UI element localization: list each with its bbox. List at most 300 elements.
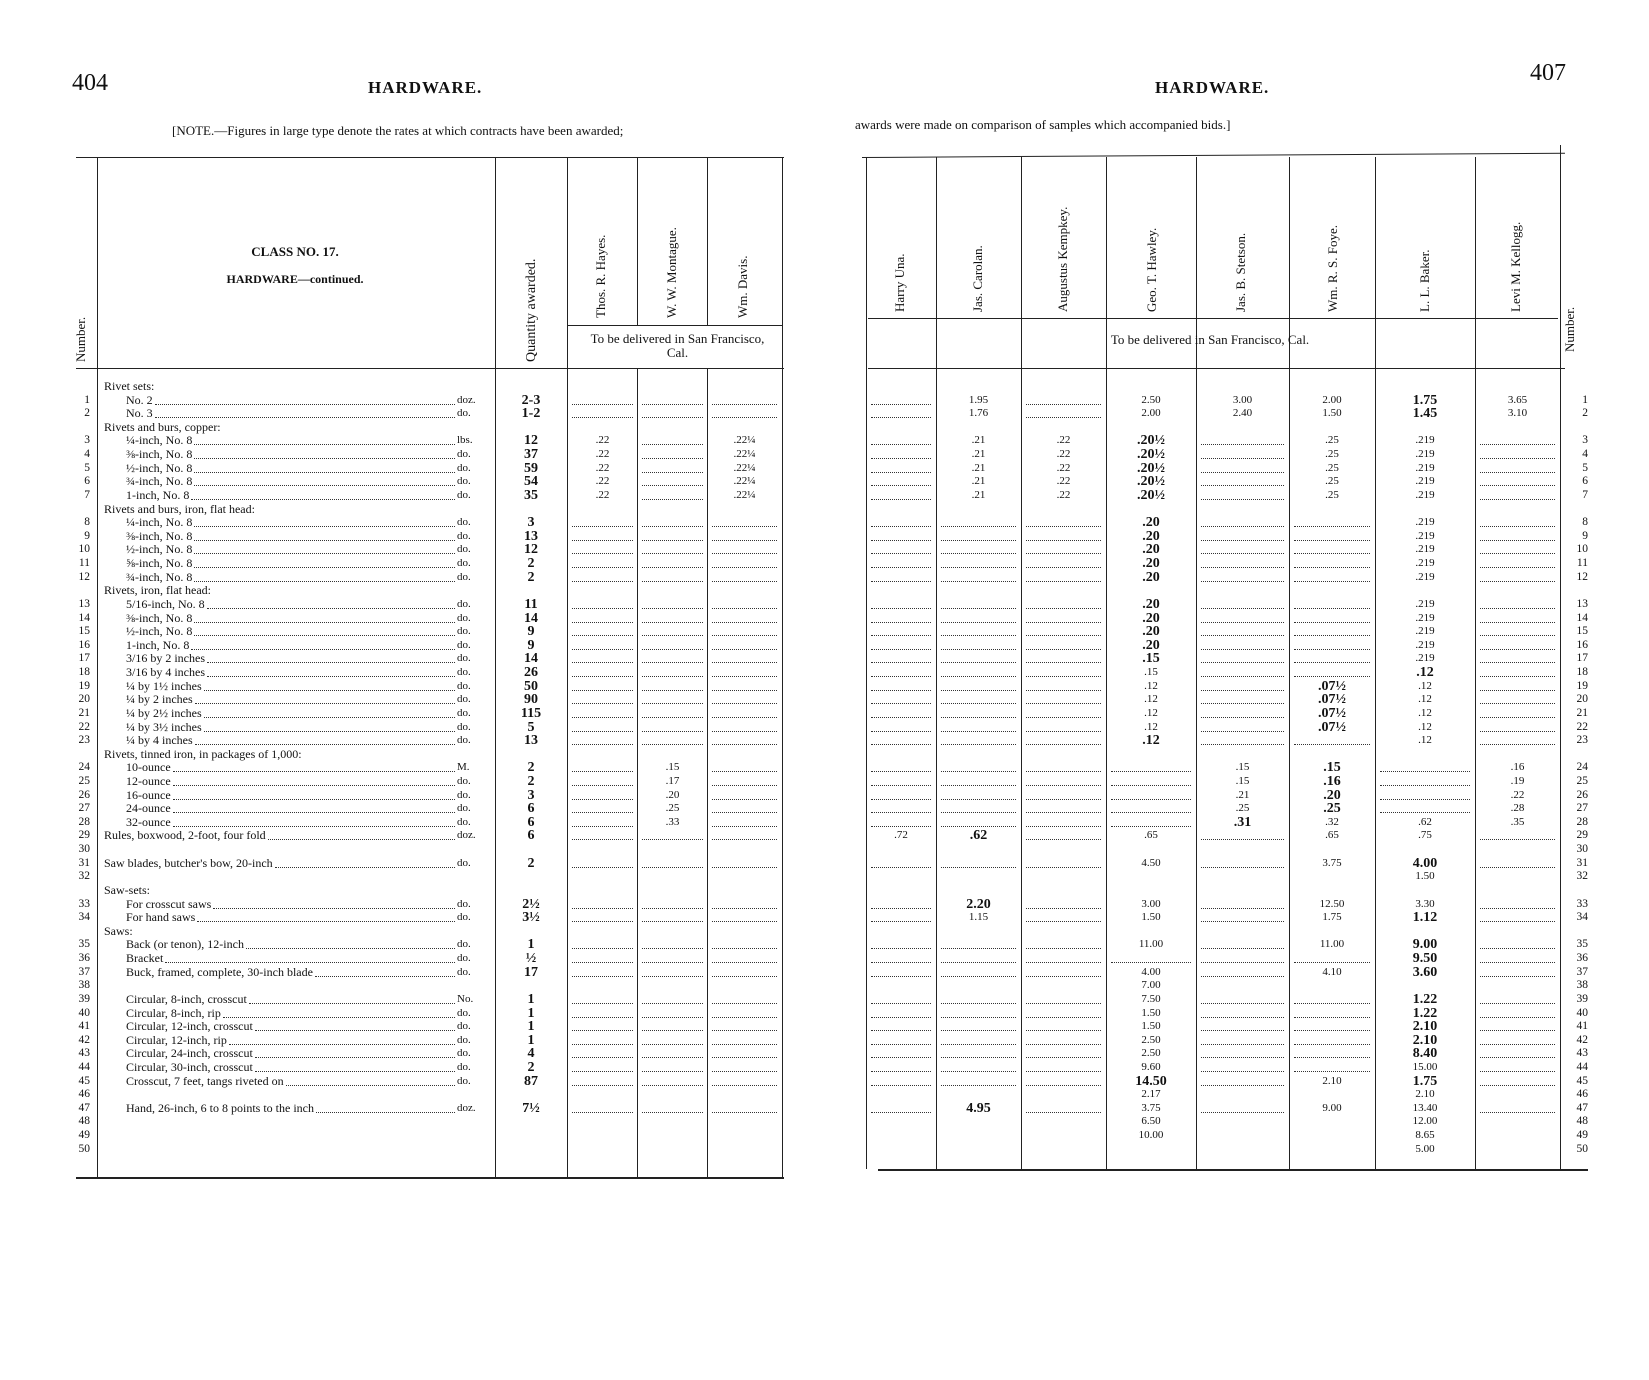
right-bid-cell: 14.50: [1135, 1073, 1167, 1089]
left-bid-cell: .22¼: [733, 475, 756, 488]
row-unit: do.: [457, 856, 471, 869]
right-bid-cell-blank: [941, 817, 1016, 827]
right-bid-cell-blank: [1026, 1076, 1101, 1086]
right-bid-cell: 1.50: [1141, 1020, 1161, 1033]
right-bid-cell-blank: [941, 667, 1016, 677]
right-note: awards were made on comparison of samples which accompanied bids.]: [855, 117, 1231, 132]
left-bid-cell: .22¼: [733, 461, 756, 474]
left-bid-cell-blank: [572, 544, 633, 554]
row-description: 12-ounce: [126, 773, 171, 788]
left-bid-cell-blank: [712, 613, 777, 623]
row-description: 3/16 by 4 inches: [126, 665, 205, 680]
row-number-left: 20: [78, 693, 90, 706]
left-bid-cell-blank: [572, 613, 633, 623]
right-bid-cell: .07½: [1318, 719, 1346, 735]
left-bid-cell-blank: [642, 653, 703, 663]
right-bid-cell-blank: [1480, 1048, 1555, 1058]
right-bid-cell-blank: [871, 1103, 931, 1113]
right-bid-cell: 7.50: [1141, 992, 1161, 1005]
row-number-right: 36: [1576, 952, 1588, 965]
right-bid-cell-blank: [1294, 994, 1370, 1004]
row-number-left: 24: [78, 761, 90, 774]
leader-dots: [204, 708, 455, 718]
right-bid-cell-blank: [871, 939, 931, 949]
right-bid-cell-blank: [941, 544, 1016, 554]
row-quantity: 14: [524, 610, 538, 626]
right-bid-cell: .12: [1144, 720, 1158, 733]
row-description: Circular, 8-inch, crosscut: [126, 991, 247, 1006]
right-bid-cell: 9.00: [1412, 937, 1438, 953]
right-bid-cell-blank: [1026, 939, 1101, 949]
row-number-right: 22: [1576, 720, 1588, 733]
left-bid-cell-blank: [712, 858, 777, 868]
left-bid-cell-blank: [712, 1103, 777, 1113]
leader-dots: [155, 395, 455, 405]
right-bid-cell-blank: [941, 722, 1016, 732]
right-bid-cell-blank: [1026, 817, 1101, 827]
right-bid-cell-blank: [941, 803, 1016, 813]
left-note: [NOTE.—Figures in large type denote the rates at which contracts have been awarded;: [172, 123, 624, 138]
row-number-right: [1562, 748, 1588, 762]
right-bid-cell-blank: [941, 517, 1016, 527]
row-number-left: 31: [78, 856, 90, 869]
right-bid-cell-blank: [871, 626, 931, 636]
leader-dots: [207, 667, 455, 677]
right-bid-cell: .21: [1235, 788, 1250, 801]
right-bid-cell-blank: [1026, 912, 1101, 922]
right-bid-cell-blank: [1111, 817, 1191, 827]
left-bid-cell: .22¼: [733, 448, 756, 461]
right-bid-cell-blank: [1026, 408, 1101, 418]
right-bid-cell: 2.50: [1141, 1033, 1161, 1046]
row-number-left: 43: [78, 1047, 90, 1060]
right-bid-cell-blank: [1294, 599, 1370, 609]
right-bid-cell: .15: [1142, 651, 1160, 667]
right-bid-cell: .219: [1415, 557, 1435, 570]
left-bid-cell-blank: [572, 939, 633, 949]
row-quantity: 5: [527, 719, 535, 735]
right-bid-cell-blank: [1480, 613, 1555, 623]
left-bid-cell-blank: [572, 395, 633, 405]
row-number-right: 27: [1576, 802, 1588, 815]
left-bid-cell-blank: [712, 912, 777, 922]
right-bid-cell-blank: [871, 653, 931, 663]
right-bid-cell-blank: [1026, 558, 1101, 568]
right-bid-cell-blank: [1201, 953, 1284, 963]
left-bid-cell-blank: [572, 967, 633, 977]
leader-dots: [249, 994, 455, 1004]
row-unit: do.: [457, 625, 471, 638]
left-bid-cell-blank: [712, 395, 777, 405]
right-bid-cell-blank: [1480, 735, 1555, 745]
left-bid-cell-blank: [642, 572, 703, 582]
left-bid-cell-blank: [642, 899, 703, 909]
leader-dots: [204, 722, 455, 732]
right-bid-cell-blank: [871, 667, 931, 677]
right-bid-cell-blank: [871, 490, 931, 500]
row-number-right: 7: [1582, 488, 1588, 501]
left-bid-cell-blank: [642, 667, 703, 677]
right-bid-cell-blank: [941, 531, 1016, 541]
left-bid-cell-blank: [642, 708, 703, 718]
left-bid-cell-blank: [642, 517, 703, 527]
right-bid-cell-blank: [1201, 435, 1284, 445]
left-bid-cell: .33: [665, 815, 680, 828]
left-bid-cell-blank: [712, 694, 777, 704]
right-bid-cell: .219: [1415, 488, 1435, 501]
right-bid-cell: .12: [1416, 665, 1434, 681]
right-bid-cell: .21: [971, 434, 986, 447]
right-bid-cell: .12: [1418, 720, 1432, 733]
row-number-right: 3: [1582, 434, 1588, 447]
right-bid-cell: 3.00: [1232, 393, 1253, 406]
right-bid-cell: .25: [1325, 488, 1339, 501]
right-bid-cell: .20½: [1137, 474, 1165, 490]
row-description: For hand saws: [126, 910, 196, 925]
right-delivery: To be delivered in San Francisco, Cal.: [1110, 332, 1310, 347]
right-bid-cell: .12: [1418, 679, 1432, 692]
row-description: Circular, 12-inch, crosscut: [126, 1019, 253, 1034]
left-bid-cell-blank: [712, 790, 777, 800]
right-bid-cell-blank: [1480, 463, 1555, 473]
right-bid-cell-blank: [1201, 517, 1284, 527]
leader-dots: [194, 613, 455, 623]
row-number-right: 8: [1582, 516, 1588, 529]
right-bid-cell-blank: [871, 1021, 931, 1031]
right-bid-cell-blank: [1026, 613, 1101, 623]
right-bid-cell: .12: [1142, 733, 1160, 749]
right-bid-cell-blank: [1026, 544, 1101, 554]
right-bid-cell-blank: [941, 694, 1016, 704]
row-unit: do.: [457, 774, 471, 787]
right-bid-cell-blank: [1026, 395, 1101, 405]
left-bid-cell-blank: [642, 1048, 703, 1058]
left-bid-cell-blank: [642, 722, 703, 732]
right-bid-cell-blank: [1026, 531, 1101, 541]
left-bid-cell-blank: [712, 803, 777, 813]
right-bid-cell: 8.65: [1415, 1129, 1435, 1142]
right-bid-cell-blank: [871, 599, 931, 609]
leader-dots: [194, 463, 455, 473]
bidder-hawley: Geo. T. Hawley.: [1144, 227, 1159, 312]
row-number-left: [62, 584, 90, 598]
row-description: ¼ by 2 inches: [126, 692, 193, 707]
bidder-montague: W. W. Montague.: [664, 227, 679, 318]
right-bid-cell-blank: [1026, 1048, 1101, 1058]
right-bid-cell-blank: [1201, 1062, 1284, 1072]
row-description: Rules, boxwood, 2-foot, four fold: [104, 828, 266, 843]
row-unit: do.: [457, 679, 471, 692]
right-bid-cell-blank: [1201, 1021, 1284, 1031]
row-number-right: 42: [1576, 1033, 1588, 1046]
row-number-right: 20: [1576, 693, 1588, 706]
right-bid-cell-blank: [1026, 1035, 1101, 1045]
row-quantity: 115: [520, 705, 542, 721]
row-description: Saws:: [104, 923, 133, 938]
row-number-left: 18: [78, 666, 90, 679]
row-unit: No.: [457, 992, 474, 1005]
leader-dots: [255, 1048, 455, 1058]
right-bid-cell: 1.15: [968, 911, 989, 924]
row-quantity: 2: [527, 760, 535, 776]
row-description: ¼ by 1½ inches: [126, 678, 202, 693]
row-quantity: 1: [527, 1019, 535, 1035]
right-bid-cell: .15: [1323, 760, 1341, 776]
right-bid-cell-blank: [1294, 653, 1370, 663]
left-bid-cell-blank: [572, 899, 633, 909]
right-bid-cell: 2.20: [966, 896, 991, 912]
row-unit: doz.: [457, 829, 476, 842]
row-description: For crosscut saws: [126, 896, 212, 911]
leader-dots: [197, 912, 455, 922]
row-number-left: [62, 925, 90, 939]
right-bid-cell-blank: [871, 1008, 931, 1018]
right-bid-cell-blank: [1480, 1062, 1555, 1072]
row-number-right: 12: [1576, 570, 1588, 583]
row-unit: do.: [457, 938, 471, 951]
row-quantity: 1-2: [521, 406, 541, 422]
row-number-left: 15: [78, 625, 90, 638]
row-unit: do.: [457, 461, 471, 474]
right-bid-cell-blank: [1201, 681, 1284, 691]
row-unit: do.: [457, 652, 471, 665]
row-number-left: 48: [78, 1115, 90, 1128]
right-bid-cell: .25: [1235, 802, 1250, 815]
right-bid-cell: .22: [1510, 788, 1525, 801]
row-number-right: 47: [1576, 1101, 1588, 1114]
bidder-kempkey: Augustus Kempkey.: [1055, 206, 1070, 312]
left-bid-cell-blank: [572, 1035, 633, 1045]
left-bid-cell-blank: [712, 1048, 777, 1058]
row-number-left: [62, 421, 90, 435]
right-bid-cell: 11.00: [1138, 938, 1164, 951]
row-description: Rivets and burs, iron, flat head:: [104, 501, 255, 516]
right-bid-cell-blank: [1294, 517, 1370, 527]
right-bid-cell-blank: [1201, 653, 1284, 663]
left-bid-cell-blank: [712, 735, 777, 745]
row-number-right: 14: [1576, 611, 1588, 624]
right-bid-cell-blank: [1201, 640, 1284, 650]
right-bid-cell: 1.75: [1412, 1073, 1438, 1089]
row-quantity: 90: [524, 692, 538, 708]
right-bid-cell-blank: [871, 803, 931, 813]
row-number-left: 16: [78, 638, 90, 651]
right-bid-cell-blank: [1294, 558, 1370, 568]
right-bid-cell-blank: [1294, 640, 1370, 650]
row-number-right: [1562, 421, 1588, 435]
right-bid-cell: .219: [1415, 461, 1435, 474]
right-bid-cell-blank: [1111, 790, 1191, 800]
right-bid-cell: 1.22: [1412, 1005, 1438, 1021]
row-unit: do.: [457, 911, 471, 924]
right-bid-cell-blank: [871, 463, 931, 473]
left-bid-cell-blank: [712, 776, 777, 786]
right-bid-cell: .12: [1144, 693, 1158, 706]
right-bid-cell-blank: [1294, 667, 1370, 677]
right-bid-cell-blank: [1201, 463, 1284, 473]
left-bid-cell: .22: [595, 475, 610, 488]
row-description: Rivets, iron, flat head:: [104, 583, 211, 598]
left-bid-cell-blank: [642, 449, 703, 459]
right-bid-cell-blank: [1201, 490, 1284, 500]
right-bid-cell-blank: [1201, 967, 1284, 977]
row-unit: lbs.: [457, 434, 473, 447]
row-number-left: 33: [78, 897, 90, 910]
left-bid-cell-blank: [712, 558, 777, 568]
right-bid-cell: .20½: [1137, 487, 1165, 503]
left-bid-cell-blank: [712, 830, 777, 840]
left-bid-cell-blank: [642, 681, 703, 691]
row-quantity: 54: [524, 474, 538, 490]
row-unit: do.: [457, 570, 471, 583]
row-description: 3/16 by 2 inches: [126, 651, 205, 666]
right-bid-cell-blank: [1026, 722, 1101, 732]
row-number-right: 25: [1576, 774, 1588, 787]
right-bid-cell: .22: [1056, 488, 1071, 501]
right-bid-cell-blank: [871, 953, 931, 963]
right-bid-cell-blank: [1480, 449, 1555, 459]
left-running-head: HARDWARE.: [368, 78, 483, 97]
right-bid-cell: .21: [971, 448, 986, 461]
right-bid-cell: .219: [1415, 638, 1435, 651]
left-page-number: 404: [72, 70, 108, 96]
left-bid-cell-blank: [572, 912, 633, 922]
right-bid-cell: .28: [1510, 802, 1525, 815]
right-bid-cell: 6.50: [1141, 1115, 1161, 1128]
row-description: ⅜-inch, No. 8: [126, 447, 193, 462]
row-number-left: 7: [84, 488, 90, 501]
right-bid-cell-blank: [871, 613, 931, 623]
row-description: Hand, 26-inch, 6 to 8 points to the inch: [126, 1100, 314, 1115]
left-bid-cell: .22¼: [733, 434, 756, 447]
right-bid-cell: .219: [1415, 448, 1435, 461]
right-bid-cell-blank: [1480, 531, 1555, 541]
right-bid-cell-blank: [1480, 1076, 1555, 1086]
left-bid-cell-blank: [572, 640, 633, 650]
row-number-right: 46: [1576, 1088, 1588, 1101]
row-number-right: [1562, 584, 1588, 598]
row-number-left: 11: [78, 557, 90, 570]
row-unit: do.: [457, 802, 471, 815]
leader-dots: [255, 1021, 455, 1031]
right-bid-cell-blank: [871, 449, 931, 459]
right-bid-cell-blank: [1026, 517, 1101, 527]
right-bid-cell: .20: [1142, 528, 1160, 544]
right-bid-cell-blank: [1294, 626, 1370, 636]
row-description: Rivets, tinned iron, in packages of 1,000:: [104, 746, 302, 761]
right-page-number: 407: [1530, 60, 1566, 86]
row-number-right: 26: [1576, 788, 1588, 801]
left-bid-cell: .20: [665, 788, 680, 801]
right-bid-cell: 1.75: [1412, 392, 1438, 408]
row-number-left: 22: [78, 720, 90, 733]
row-number-right: 44: [1576, 1061, 1588, 1073]
leader-dots: [246, 939, 455, 949]
row-unit: do.: [457, 516, 471, 529]
right-bid-cell: .219: [1415, 516, 1435, 529]
right-bid-cell-blank: [1294, 1008, 1370, 1018]
right-bid-cell-blank: [1026, 572, 1101, 582]
left-bid-cell-blank: [642, 967, 703, 977]
right-bid-cell-blank: [1026, 899, 1101, 909]
right-bid-cell: .219: [1415, 597, 1435, 610]
leader-dots: [155, 408, 455, 418]
right-bid-cell-blank: [1026, 735, 1101, 745]
right-bid-cell-blank: [1480, 722, 1555, 732]
right-bid-cell-blank: [871, 762, 931, 772]
row-quantity: 6: [527, 828, 535, 844]
row-quantity: 50: [524, 678, 538, 694]
row-description: ¼ by 2½ inches: [126, 705, 202, 720]
right-bid-cell: 3.75: [1322, 856, 1342, 869]
leader-dots: [195, 735, 455, 745]
left-bid-cell-blank: [572, 599, 633, 609]
leader-dots: [316, 1103, 455, 1113]
row-number-right: 30: [1576, 843, 1588, 856]
right-bid-cell-blank: [1201, 939, 1284, 949]
row-number-left: [62, 503, 90, 517]
right-bid-cell-blank: [941, 1048, 1016, 1058]
row-number-left: [62, 748, 90, 762]
right-bid-cell-blank: [871, 994, 931, 1004]
row-number-right: 45: [1576, 1074, 1588, 1087]
right-bid-cell: .22: [1056, 448, 1071, 461]
row-number-right: 16: [1576, 638, 1588, 651]
row-number-left: 6: [84, 475, 90, 488]
row-number-right: 41: [1576, 1020, 1588, 1033]
row-unit: do.: [457, 706, 471, 719]
right-bid-cell-blank: [1026, 667, 1101, 677]
right-bid-cell-blank: [1201, 599, 1284, 609]
right-bid-cell-blank: [871, 694, 931, 704]
row-description: 1-inch, No. 8: [126, 487, 190, 502]
row-unit: do.: [457, 693, 471, 706]
right-bid-cell: .25: [1325, 461, 1339, 474]
row-unit: do.: [457, 597, 471, 610]
right-bid-cell-blank: [871, 544, 931, 554]
row-number-left: 9: [84, 529, 90, 542]
row-number-left: 38: [78, 979, 90, 992]
left-bid-cell-blank: [712, 544, 777, 554]
left-bid-cell-blank: [712, 817, 777, 827]
row-number-right: 49: [1576, 1129, 1588, 1142]
row-unit: do.: [457, 1006, 471, 1019]
right-bid-cell-blank: [941, 599, 1016, 609]
row-quantity: 17: [524, 964, 538, 980]
right-bid-cell-blank: [941, 939, 1016, 949]
left-bid-cell-blank: [572, 694, 633, 704]
right-bid-cell-blank: [1026, 1008, 1101, 1018]
row-unit: do.: [457, 1020, 471, 1033]
right-bid-cell-blank: [1026, 626, 1101, 636]
row-number-right: [1562, 925, 1588, 939]
row-number-left: 46: [78, 1088, 90, 1101]
left-bid-cell-blank: [572, 1062, 633, 1072]
row-quantity: 1: [527, 937, 535, 953]
right-bid-cell: 1.50: [1141, 911, 1161, 924]
right-bid-cell-blank: [941, 558, 1016, 568]
row-number-left: 50: [78, 1142, 90, 1155]
row-quantity: 14: [524, 651, 538, 667]
right-bid-cell-blank: [1201, 572, 1284, 582]
row-number-right: 1: [1582, 393, 1588, 406]
right-bid-cell: .20: [1142, 515, 1160, 531]
leader-dots: [194, 517, 455, 527]
left-bid-cell-blank: [712, 1008, 777, 1018]
row-number-left: 13: [78, 597, 90, 610]
right-bid-cell-blank: [1480, 830, 1555, 840]
row-description: ¼-inch, No. 8: [126, 433, 193, 448]
